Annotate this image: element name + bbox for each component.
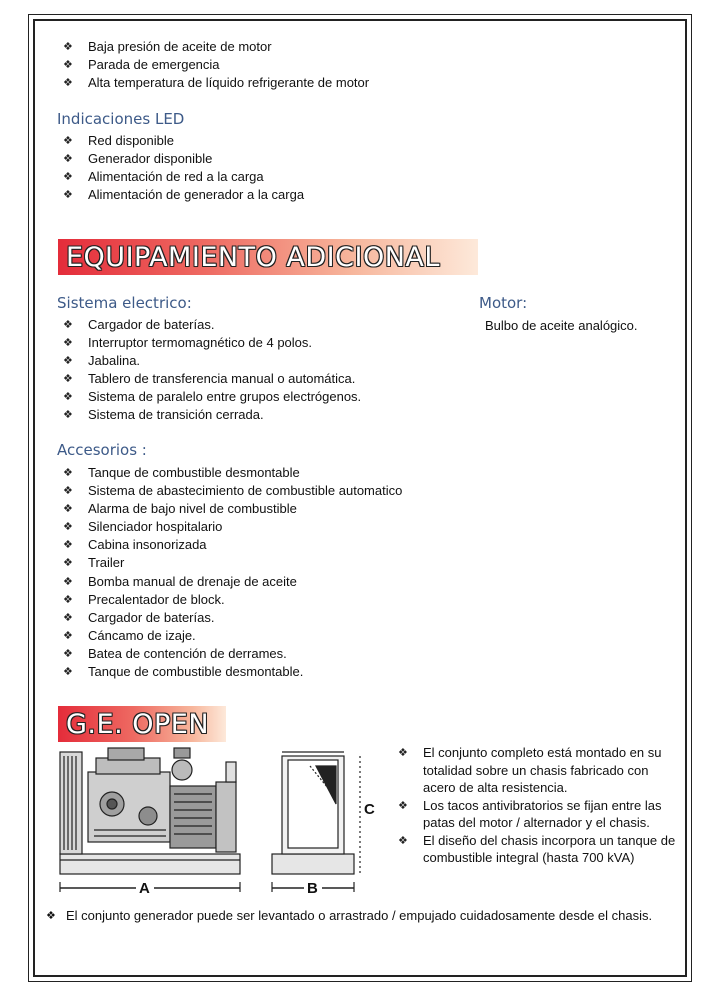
list-item: ❖ Alimentación de generador a la carga — [63, 186, 304, 204]
list-item: ❖ Alta temperatura de líquido refrigerante de motor — [63, 74, 369, 92]
motor-text: Bulbo de aceite analógico. — [485, 318, 638, 333]
list-item: ❖ Cáncamo de izaje. — [63, 627, 402, 645]
motor-heading: Motor: — [479, 294, 528, 312]
accesorios-list — [63, 464, 402, 681]
ge-open-footer: ❖ El conjunto generador puede ser levantado o arrastrado / empujado cuidadosamente desde el chasis. — [46, 907, 676, 925]
list-item: ❖ El conjunto completo está montado en su totalidad sobre un chasis fabricado con acero de alta resistencia. — [398, 744, 683, 797]
banner-title: EQUIPAMIENTO ADICIONAL — [66, 241, 440, 273]
list-item: ❖ Generador disponible — [63, 150, 304, 168]
dimension-label-b: B — [307, 880, 318, 897]
section-banner-ge-open — [58, 706, 226, 742]
list-item: ❖ Precalentador de block. — [63, 591, 402, 609]
list-item: ❖ Batea de contención de derrames. — [63, 645, 402, 663]
list-item: ❖ Alarma de bajo nivel de combustible — [63, 500, 402, 518]
list-item: ❖ Cabina insonorizada — [63, 536, 402, 554]
generator-front-view — [272, 752, 360, 892]
ge-open-list — [398, 744, 683, 867]
led-heading: Indicaciones LED — [57, 110, 185, 128]
list-item: ❖ Bomba manual de drenaje de aceite — [63, 573, 402, 591]
list-item: ❖ Trailer — [63, 554, 402, 572]
list-item: ❖ Baja presión de aceite de motor — [63, 38, 369, 56]
list-item: ❖ Cargador de baterías. — [63, 316, 361, 334]
generator-side-view — [60, 748, 240, 892]
list-item: ❖ Silenciador hospitalario — [63, 518, 402, 536]
list-item: ❖ Sistema de paralelo entre grupos electrógenos. — [63, 388, 361, 406]
list-item: ❖ Cargador de baterías. — [63, 609, 402, 627]
sistema-electrico-list — [63, 316, 361, 425]
protections-list — [63, 38, 369, 92]
list-item: ❖ Sistema de transición cerrada. — [63, 406, 361, 424]
list-item: ❖ Tanque de combustible desmontable — [63, 464, 402, 482]
led-list — [63, 132, 304, 204]
section-banner-equipamiento — [58, 239, 478, 275]
dimension-label-c: C — [364, 801, 375, 818]
list-item: ❖ Sistema de abastecimiento de combustible automatico — [63, 482, 402, 500]
list-item: ❖ Red disponible — [63, 132, 304, 150]
accesorios-heading: Accesorios : — [57, 441, 147, 459]
list-item: ❖ Jabalina. — [63, 352, 361, 370]
list-item: ❖ Tablero de transferencia manual o automática. — [63, 370, 361, 388]
dimension-label-a: A — [139, 880, 150, 897]
sistema-electrico-heading: Sistema electrico: — [57, 294, 192, 312]
list-item: ❖ Parada de emergencia — [63, 56, 369, 74]
list-item: ❖ Interruptor termomagnético de 4 polos. — [63, 334, 361, 352]
list-item: ❖ Alimentación de red a la carga — [63, 168, 304, 186]
list-item: ❖ Los tacos antivibratorios se fijan entre las patas del motor / alternador y el chasis. — [398, 797, 683, 832]
list-item: ❖ El diseño del chasis incorpora un tanque de combustible integral (hasta 700 kVA) — [398, 832, 683, 867]
generator-diagram — [50, 742, 395, 902]
list-item: ❖ Tanque de combustible desmontable. — [63, 663, 402, 681]
banner-title: G.E. OPEN — [66, 708, 210, 740]
